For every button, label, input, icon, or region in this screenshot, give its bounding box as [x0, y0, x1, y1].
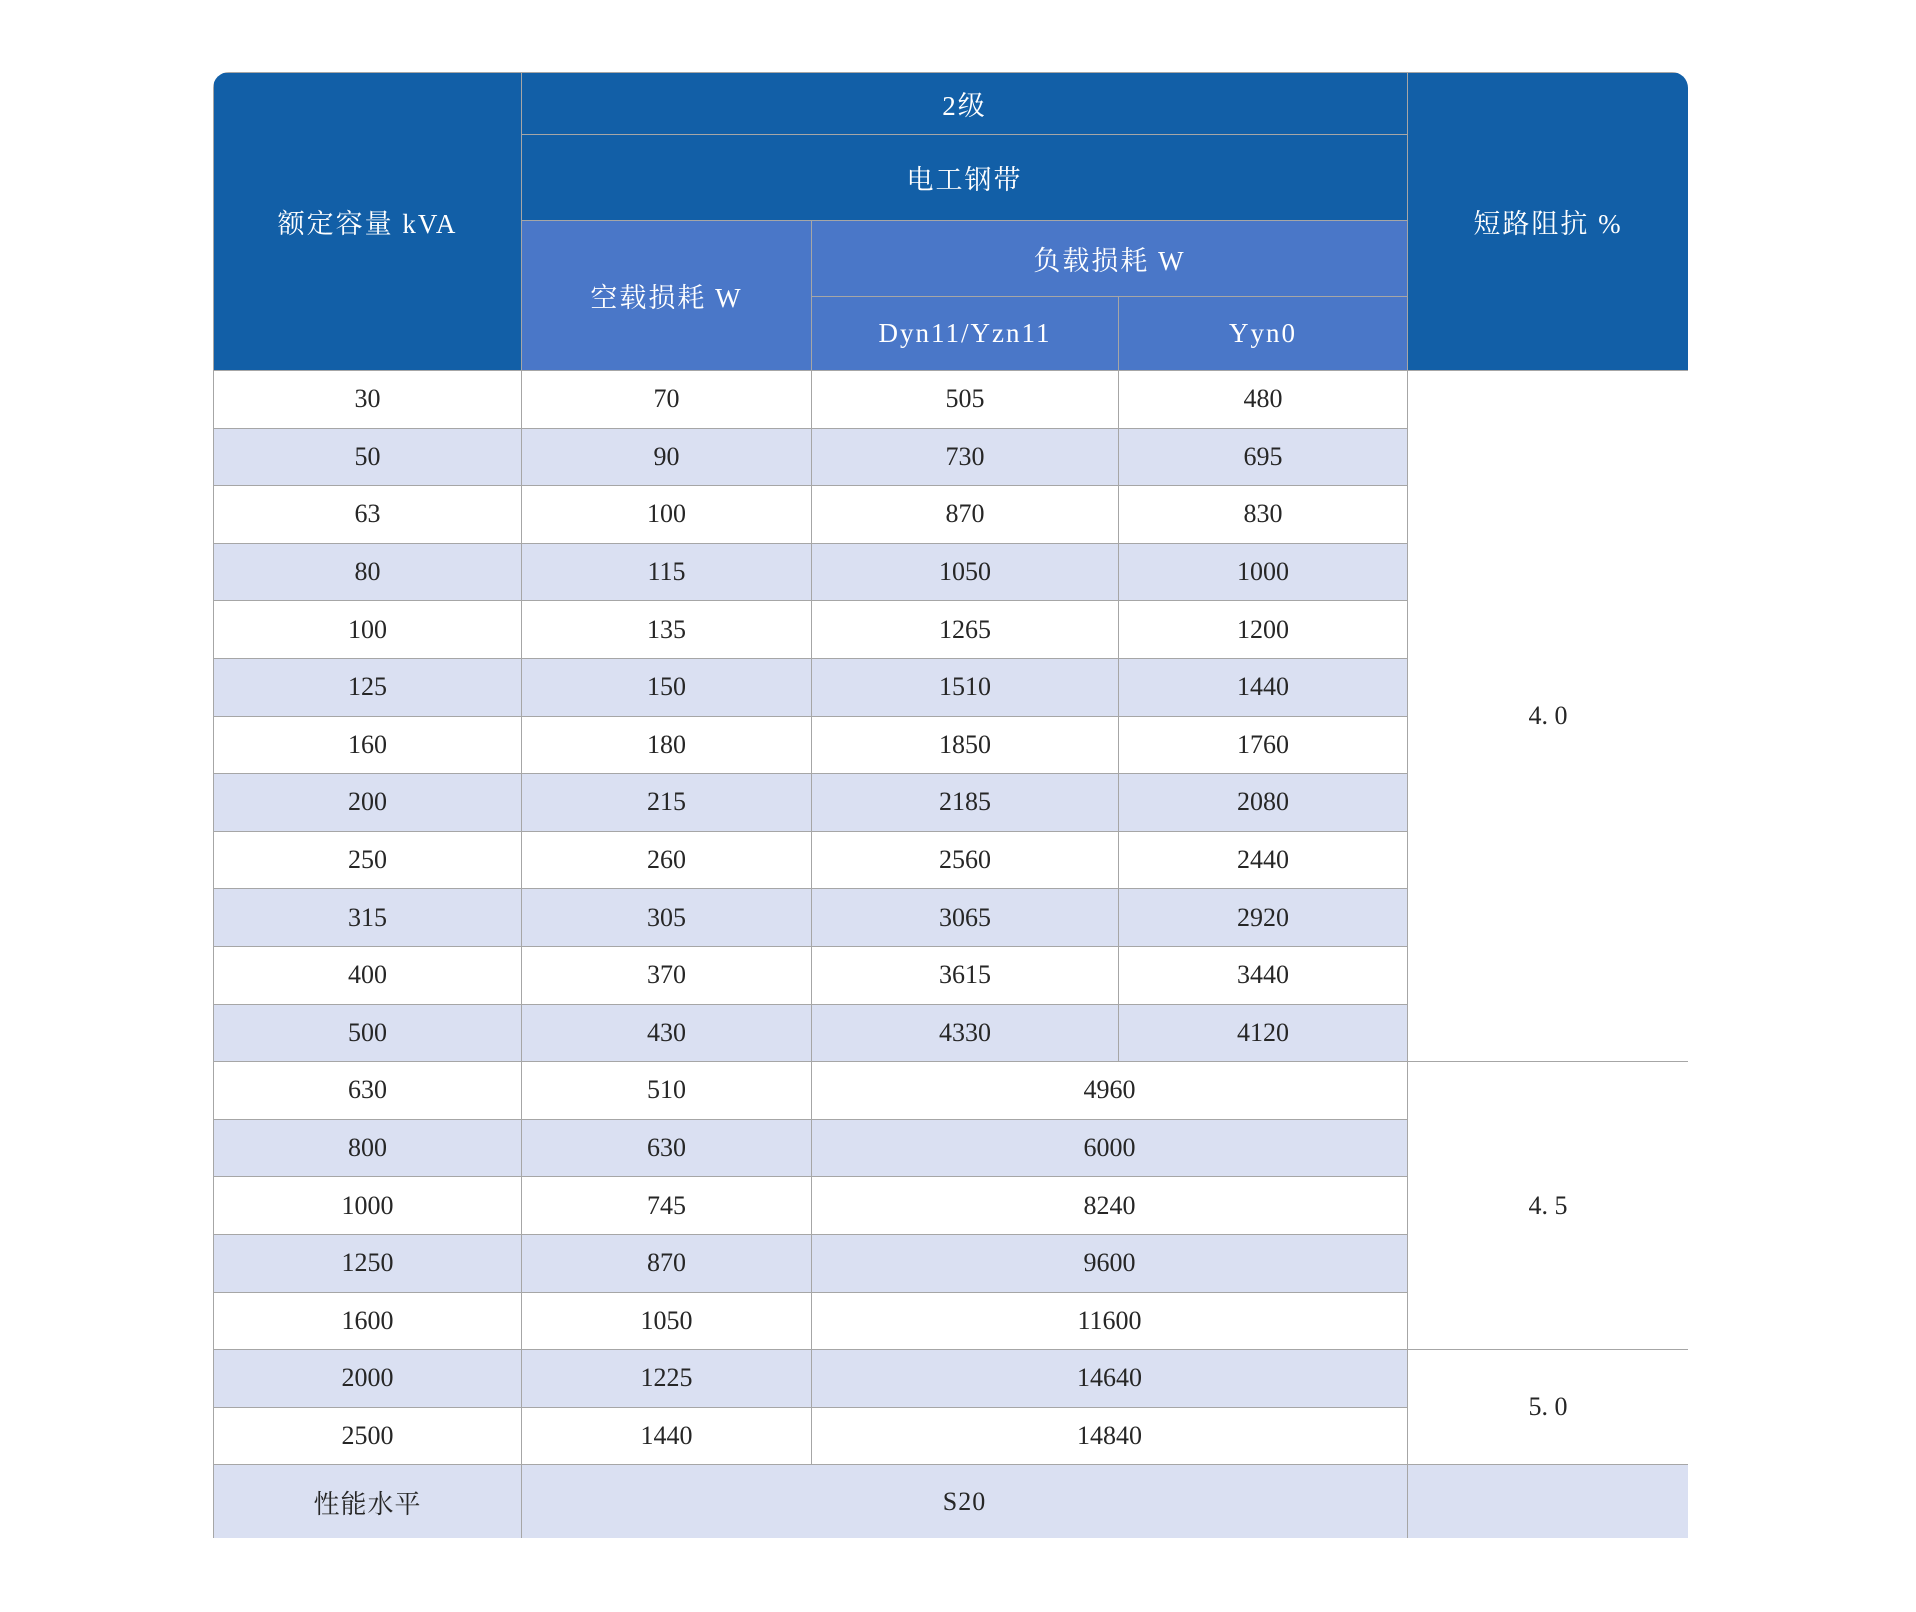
table-cell: 1850: [812, 716, 1119, 774]
header-row-1: [214, 73, 1689, 135]
table-cell: 2000: [214, 1350, 522, 1408]
table-cell: 1000: [214, 1177, 522, 1235]
table-cell: 125: [214, 658, 522, 716]
table-cell: 3065: [812, 889, 1119, 947]
table-cell: 2500: [214, 1407, 522, 1465]
transformer-loss-table: [213, 72, 1688, 1538]
table-cell: 370: [522, 946, 812, 1004]
footer-empty-cell: [1408, 1465, 1688, 1538]
table-cell: 90: [522, 428, 812, 486]
header-cell-winding-dyn: Dyn11/Yzn11: [812, 297, 1119, 371]
table-row: [214, 1350, 1689, 1408]
table-cell: 745: [522, 1177, 812, 1235]
table-cell: 2185: [812, 774, 1119, 832]
impedance-value: 5. 0: [1408, 1350, 1688, 1465]
impedance-value: 4. 0: [1408, 371, 1688, 1062]
table-cell: 80: [214, 543, 522, 601]
table-cell: 2920: [1119, 889, 1408, 947]
table-cell: 135: [522, 601, 812, 659]
table-cell: 9600: [812, 1234, 1408, 1292]
table-cell: 63: [214, 486, 522, 544]
table-cell: 505: [812, 371, 1119, 429]
table-cell: 150: [522, 658, 812, 716]
table-cell: 3615: [812, 946, 1119, 1004]
header-cell-no-load-loss: 空载损耗 W: [522, 221, 812, 371]
table-cell: 1000: [1119, 543, 1408, 601]
table-cell: 100: [214, 601, 522, 659]
table-cell: 2080: [1119, 774, 1408, 832]
header-cell-winding-yyn: Yyn0: [1119, 297, 1408, 371]
header-cell-capacity: 额定容量 kVA: [214, 73, 522, 371]
table-cell: 200: [214, 774, 522, 832]
table-cell: 1250: [214, 1234, 522, 1292]
table-cell: 260: [522, 831, 812, 889]
table-cell: 70: [522, 371, 812, 429]
table-cell: 510: [522, 1062, 812, 1120]
table-cell: 180: [522, 716, 812, 774]
table-cell: 1760: [1119, 716, 1408, 774]
table-cell: 1265: [812, 601, 1119, 659]
table-row: [214, 371, 1689, 429]
table-cell: 14640: [812, 1350, 1408, 1408]
footer-row: [214, 1465, 1689, 1538]
table-cell: 630: [214, 1062, 522, 1120]
table-cell: 730: [812, 428, 1119, 486]
table-cell: 800: [214, 1119, 522, 1177]
table-cell: 50: [214, 428, 522, 486]
table-cell: 4120: [1119, 1004, 1408, 1062]
table-cell: 115: [522, 543, 812, 601]
table-cell: 1510: [812, 658, 1119, 716]
transformer-loss-table-wrap: [213, 72, 1688, 1538]
table-cell: 30: [214, 371, 522, 429]
table-cell: 3440: [1119, 946, 1408, 1004]
header-cell-material: 电工钢带: [522, 135, 1408, 221]
table-cell: 8240: [812, 1177, 1408, 1235]
table-cell: 4960: [812, 1062, 1408, 1120]
table-cell: 1440: [1119, 658, 1408, 716]
table-row: [214, 1062, 1689, 1120]
header-cell-load-loss: 负载损耗 W: [812, 221, 1408, 297]
table-cell: 100: [522, 486, 812, 544]
table-cell: 11600: [812, 1292, 1408, 1350]
table-cell: 480: [1119, 371, 1408, 429]
performance-level-label: 性能水平: [214, 1465, 522, 1538]
table-cell: 6000: [812, 1119, 1408, 1177]
table-cell: 160: [214, 716, 522, 774]
table-cell: 1050: [812, 543, 1119, 601]
table-cell: 830: [1119, 486, 1408, 544]
table-cell: 2440: [1119, 831, 1408, 889]
table-cell: 1200: [1119, 601, 1408, 659]
table-cell: 2560: [812, 831, 1119, 889]
table-cell: 870: [812, 486, 1119, 544]
table-cell: 870: [522, 1234, 812, 1292]
impedance-value: 4. 5: [1408, 1062, 1688, 1350]
table-cell: 1600: [214, 1292, 522, 1350]
table-cell: 215: [522, 774, 812, 832]
table-cell: 695: [1119, 428, 1408, 486]
table-cell: 315: [214, 889, 522, 947]
table-cell: 4330: [812, 1004, 1119, 1062]
header-cell-impedance: 短路阻抗 %: [1408, 73, 1688, 371]
table-cell: 1440: [522, 1407, 812, 1465]
performance-level-value: S20: [522, 1465, 1408, 1538]
table-cell: 1050: [522, 1292, 812, 1350]
table-cell: 630: [522, 1119, 812, 1177]
table-cell: 14840: [812, 1407, 1408, 1465]
table-cell: 430: [522, 1004, 812, 1062]
table-cell: 500: [214, 1004, 522, 1062]
table-cell: 250: [214, 831, 522, 889]
table-cell: 305: [522, 889, 812, 947]
header-cell-level: 2级: [522, 73, 1408, 135]
table-cell: 1225: [522, 1350, 812, 1408]
table-cell: 400: [214, 946, 522, 1004]
